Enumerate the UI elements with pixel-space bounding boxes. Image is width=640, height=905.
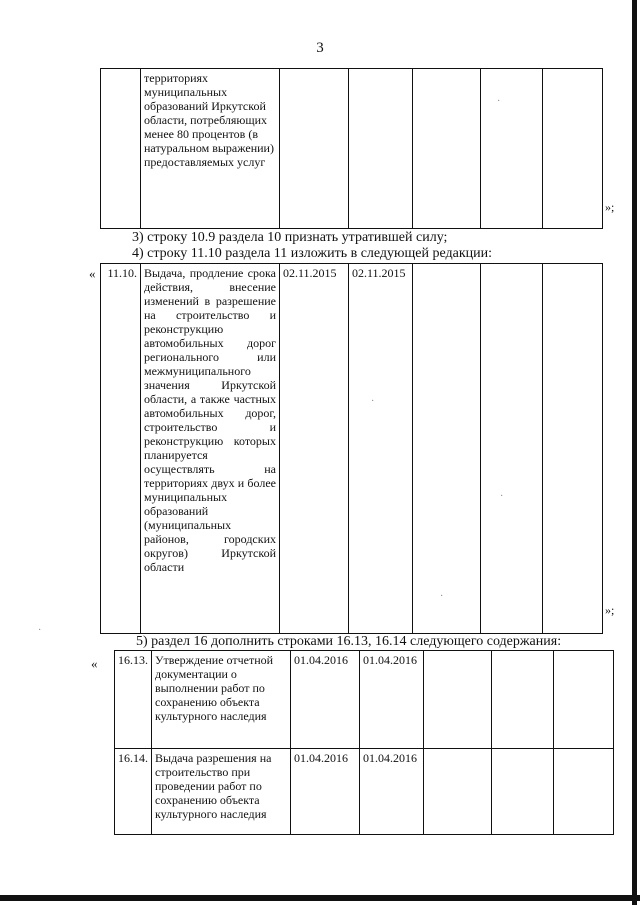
date-cell — [280, 69, 349, 229]
empty-cell — [413, 69, 481, 229]
table-row-11-10 — [100, 263, 603, 634]
paragraph-item-5: 5) раздел 16 дополнить строками 16.13, 16.14 следующего содержания: — [136, 634, 562, 649]
row-text: Выдача, продление срока действия, внесение изменений в разрешение на строительство и реконструкцию автомобильных дорог регионального или межмуниципального значения Иркутской области, а также частных автомобильных дорог, строительство и реконструкцию которых планируется осуществлять на территориях двух и более муниципальных образований (муниципальных районов, городских округов) Иркутской области — [141, 264, 280, 634]
paragraph-item-3: 3) строку 10.9 раздела 10 признать утратившей силу; — [132, 230, 448, 245]
row-end-mark: »; — [605, 603, 615, 617]
empty-cell — [413, 264, 481, 634]
empty-cell — [492, 651, 554, 749]
row-number — [101, 69, 141, 229]
empty-cell — [492, 749, 554, 835]
date-cell: 02.11.2015 — [280, 264, 349, 634]
date-cell: 01.04.2016 — [360, 651, 424, 749]
page-number: 3 — [316, 40, 324, 56]
date-cell: 01.04.2016 — [360, 749, 424, 835]
scan-edge-bottom — [0, 895, 640, 901]
row-end-mark: »; — [605, 200, 615, 214]
empty-cell — [481, 69, 543, 229]
scan-edge-right — [632, 0, 637, 905]
empty-cell — [554, 749, 614, 835]
date-cell: 02.11.2015 — [349, 264, 413, 634]
empty-cell — [481, 264, 543, 634]
empty-cell — [543, 264, 603, 634]
table-row — [115, 651, 614, 749]
table-row — [101, 69, 603, 229]
row-number: 16.13. — [115, 651, 152, 749]
scan-speck: · — [440, 591, 444, 602]
scan-speck: · — [38, 625, 42, 636]
empty-cell — [543, 69, 603, 229]
empty-cell — [424, 651, 492, 749]
row-text: территориях муниципальных образований Иркутской области, потребляющих менее 80 процентов (в натуральном выражении) предоставляемых услуг — [141, 69, 280, 229]
scan-speck: · — [371, 396, 375, 407]
empty-cell — [424, 749, 492, 835]
table-row — [115, 749, 614, 835]
date-cell: 01.04.2016 — [291, 749, 360, 835]
table-continuation — [100, 68, 603, 229]
empty-cell — [554, 651, 614, 749]
row-text: Утверждение отчетной документации о выполнении работ по сохранению объекта культурного наследия — [152, 651, 291, 749]
scan-speck: · — [497, 96, 501, 107]
scan-speck: · — [500, 491, 504, 502]
row-number: 16.14. — [115, 749, 152, 835]
open-quote: « — [91, 656, 98, 671]
open-quote: « — [89, 266, 96, 281]
date-cell — [349, 69, 413, 229]
table-section-16 — [114, 650, 614, 835]
paragraph-item-4: 4) строку 11.10 раздела 11 изложить в следующей редакции: — [132, 246, 493, 261]
row-text: Выдача разрешения на строительство при проведении работ по сохранению объекта культурного наследия — [152, 749, 291, 835]
row-number: 11.10. — [101, 264, 141, 634]
table-row — [101, 264, 603, 634]
date-cell: 01.04.2016 — [291, 651, 360, 749]
